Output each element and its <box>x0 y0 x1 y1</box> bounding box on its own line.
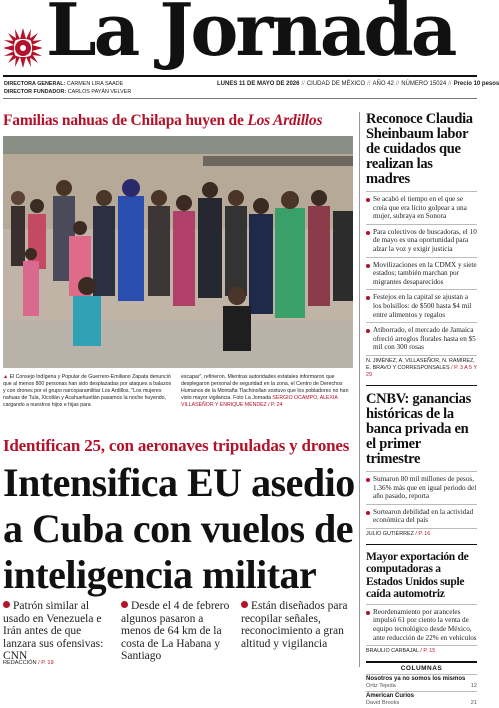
credit-line: DIRECTORA GENERAL: CARMEN LIRA SAADE <box>4 81 124 87</box>
lead-bullet: Están diseñados para recopilar señales, reconocimiento a gran altitud y vigilancia <box>241 600 348 650</box>
newspaper-logo: La Jornada <box>46 0 455 72</box>
caption-column: ▲ El Consejo Indígena y Popular de Guerrero-Emiliano Zapata denunció que al menos 800 personas han sido desplazadas por ataques a balazos y con drones por el grupo narcoparamilitar Los Ardillos. "Los mujeres nahuas de Tula, Xicotlán y Acahuehuetlán pasamos la noche huyendo, cargando a nuestros hijos e hijas para <box>3 374 172 408</box>
issue-price: Precio 10 pesos <box>453 81 499 87</box>
dateline: LUNES 11 DE MAYO DE 2026 // CIUDAD DE MÉXICO // AÑO 42 // NÚMERO 15024 // Precio 10 pesos <box>217 81 499 87</box>
lead-story-kicker[interactable]: Identifican 25, con aeronaves tripuladas y drones <box>3 436 350 455</box>
sidebar-story-item: Atiborrado, el mercado de Jamaica ofreció arreglos florales hasta en $5 mil con 300 rosas <box>366 322 477 355</box>
bullet-icon <box>3 601 10 608</box>
issue-year: AÑO 42 <box>372 81 394 87</box>
caption-credit: SERGIO OCAMPO, ALEXIA VILLASEÑOR Y ENRIQUE MÉNDEZ <box>181 395 338 408</box>
masthead <box>0 0 499 95</box>
sun-logo-icon <box>3 28 43 68</box>
lead-story-byline: REDACCIÓN / P. 19 <box>3 660 54 666</box>
column-entry[interactable]: Nosotros ya no somos los mismos Ortiz Tejeda 12 <box>366 676 477 690</box>
issue-date: LUNES 11 DE MAYO DE 2026 <box>217 81 300 87</box>
column-divider <box>359 112 360 667</box>
sidebar-story-item: Para colectivos de buscadoras, el 10 de mayo es una oportunidad para alzar la voz y exigir justicia <box>366 224 477 257</box>
sidebar-story-item: Se acabó el tiempo en el que se creía que era lícito golpear a una mujer, subraya en Sonora <box>366 191 477 224</box>
sidebar-story-item: Sumaron 80 mil millones de pesos, 1.36% más que en igual periodo del año pasado, reporta <box>366 471 477 504</box>
masthead-credits <box>4 80 131 96</box>
caption-page: / P. 24 <box>268 402 283 408</box>
sidebar-story-byline: BRAULIO CARBAJAL / P. 15 <box>366 645 477 655</box>
main-story <box>3 112 353 408</box>
columnas-title: COLUMNAS <box>366 661 477 674</box>
sidebar-story-headline[interactable]: Mayor exportación de computadoras a Estados Unidos suple caída automotriz <box>366 550 469 601</box>
displaced-families-photo[interactable] <box>3 136 353 368</box>
lead-bullet: Patrón similar al usado en Venezuela e Irán antes de que lanzara sus ofensivas: CNN <box>3 600 104 662</box>
lead-story-headline[interactable]: Intensifica EU asedio a Cuba con vuelos de inteligencia militar <box>3 460 355 597</box>
caption-column: escapar", refirieron. Mientras autoridades estatales informaron que desplegaron personal de seguridad en la zona, el Centro de Derechos Humanos de la Montaña Tlachinollan sostuvo que los pobladores no han visto mayor vigilancia. Foto La Jornada SERGIO OCAMPO, ALEXIA VILLASEÑOR Y ENRIQUE MÉNDEZ / P. 24 <box>181 374 349 408</box>
sidebar-divider <box>366 544 477 545</box>
column-entry[interactable]: American Curios David Brooks 21 <box>366 693 477 707</box>
bullet-icon <box>121 601 128 608</box>
lead-bullet: Desde el 4 de febrero algunos pasaron a menos de 64 km de la costa de La Habana y Santiago <box>121 600 230 662</box>
sidebar-story-item: Reordenamiento por aranceles impulsó 61 por ciento la venta de equipo tecnológico desde México, ante reducción de 22% en vehículos <box>366 604 477 645</box>
issue-number: NÚMERO 15024 <box>401 81 447 87</box>
sidebar-story-headline[interactable]: Reconoce Claudia Sheinbaum labor de cuidados que realizan las madres <box>366 111 473 187</box>
bullet-icon <box>241 601 248 608</box>
sidebar-divider <box>366 385 477 386</box>
credit-line: DIRECTOR FUNDADOR: CARLOS PAYÁN VELVER <box>4 89 132 95</box>
sidebar-story-byline: N. JIMÉNEZ, A. VILLASEÑOR, N. RAMÍREZ, E. BRAVO Y CORRESPONSALES / P. 3 A 5 Y 29 <box>366 355 477 379</box>
sidebar-story-headline[interactable]: CNBV: ganancias históricas de la banca privada en el primer trimestre <box>366 390 471 467</box>
sidebar <box>366 112 477 708</box>
sidebar-story-byline: JULIO GUTIÉRREZ / P. 16 <box>366 528 477 538</box>
sidebar-story-item: Festejos en la capital se ajustan a los bolsillos: de $500 hasta $4 mil entre alimentos y regalos <box>366 289 477 322</box>
sidebar-story-item: Sortearon debilidad en la actividad económica del país <box>366 504 477 528</box>
issue-city: CIUDAD DE MÉXICO <box>306 81 366 87</box>
masthead-rule <box>3 75 477 77</box>
masthead-rule-thin <box>3 98 477 99</box>
triangle-icon: ▲ <box>3 374 10 380</box>
main-story-kicker[interactable]: Familias nahuas de Chilapa huyen de Los Ardillos <box>3 112 323 129</box>
sidebar-story-item: Movilizaciones en la CDMX y siete estados; también marchan por migrantes desaparecidos <box>366 257 477 290</box>
